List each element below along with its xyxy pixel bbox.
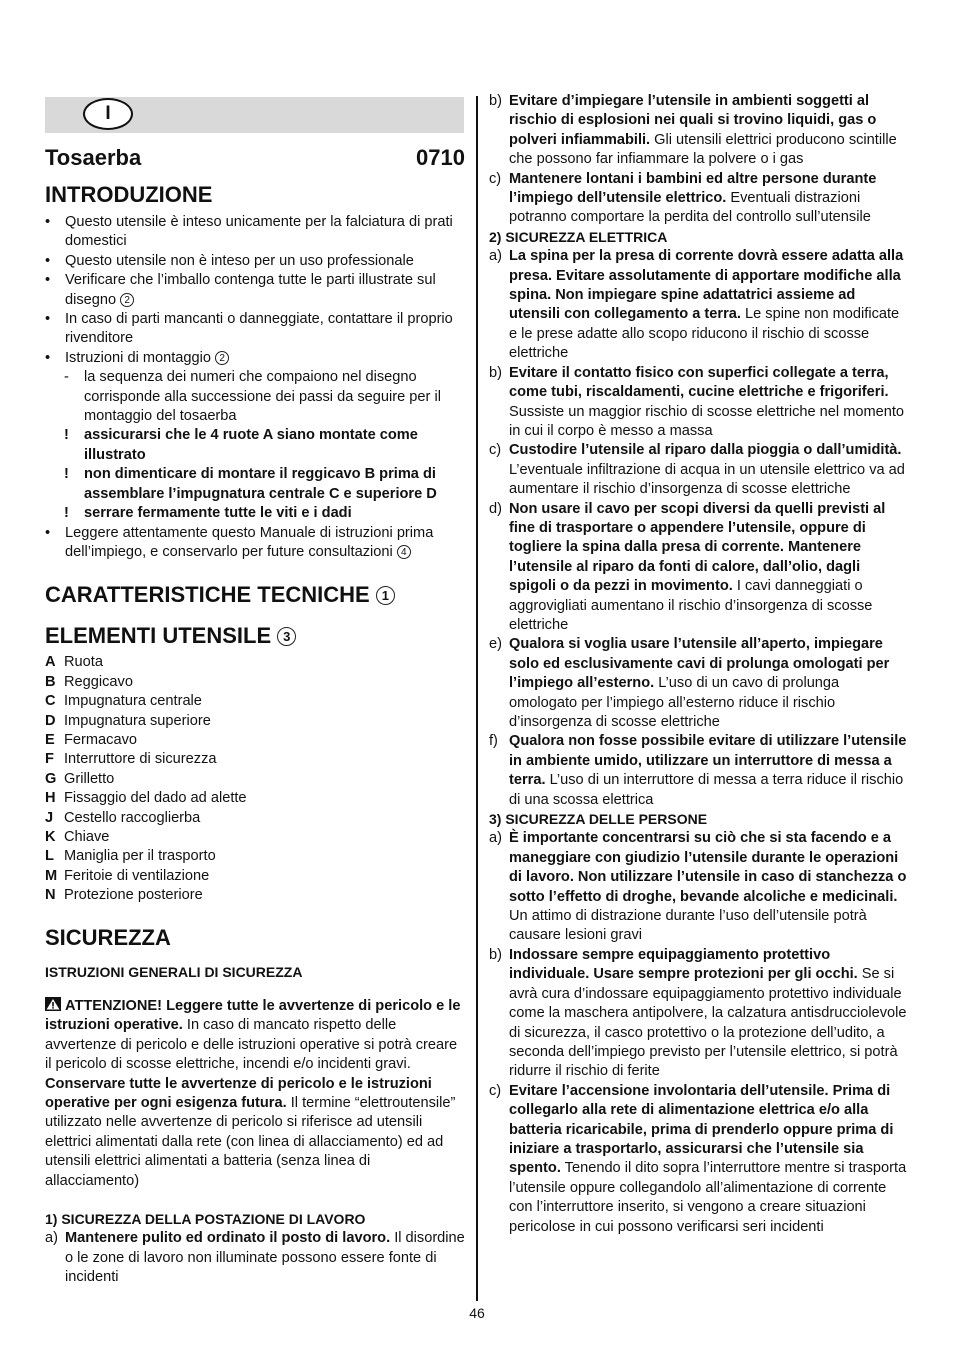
sub-list-item: - la sequenza dei numeri che compaiono nel disegno corrisponde alla successione dei passi da seguire per il montaggio del tosaerba xyxy=(64,369,441,425)
intro-list xyxy=(45,213,465,562)
part-key: C xyxy=(45,693,56,710)
part-key: B xyxy=(45,673,56,690)
part-label: Ruota xyxy=(64,654,103,671)
part-item xyxy=(45,750,465,769)
safety-item: b) Evitare d’impiegare l’utensile in ambienti soggetti al rischio di esplosioni nei quali si trovino liquidi, gas o polveri infiammabili. Gli utensili elettrici producono scintille che possono far infiammare la polvere o i gas xyxy=(489,93,897,168)
safety-item: c) Mantenere lontani i bambini ed altre persone durante l’impiego dell’utensile elettrico. Eventuali distrazioni potranno comportare la perdita del controllo sull’utensile xyxy=(489,170,877,226)
part-key: K xyxy=(45,828,56,845)
section-1-title: 1) SICUREZZA DELLA POSTAZIONE DI LAVORO xyxy=(45,1211,366,1228)
part-label: Reggicavo xyxy=(64,673,133,690)
page-title-row xyxy=(45,144,465,172)
part-item xyxy=(45,673,465,692)
part-key: G xyxy=(45,770,57,787)
right-column xyxy=(489,92,909,1237)
part-key: N xyxy=(45,887,56,904)
language-badge: I xyxy=(83,98,133,130)
warning-item: ! assicurarsi che le 4 ruote A siano montate come illustrato xyxy=(64,427,418,463)
left-column xyxy=(45,144,465,1288)
part-key: E xyxy=(45,731,55,748)
list-item: • Istruzioni di montaggio 2 xyxy=(45,349,465,368)
part-item xyxy=(45,789,465,808)
part-item xyxy=(45,847,465,866)
part-item xyxy=(45,867,465,886)
page-number: 46 xyxy=(469,1305,485,1321)
part-item xyxy=(45,731,465,750)
warning-item: ! serrare fermamente tutte le viti e i dadi xyxy=(64,505,352,522)
safety-item: b) Indossare sempre equipaggiamento protettivo individuale. Usare sempre protezioni per gli occhi. Se si avrà cura d’indossare equipaggiamento protettivo individuale come la maschera antipolvere, la calzatura antisdrucciolevole di sicurezza, il casco protettivo o la protezione dell’udito, a seconda dell’impiego previsto per l’utensile elettrico, si potrà ridurre il rischio di ferite xyxy=(489,946,907,1080)
part-key: F xyxy=(45,751,54,768)
section-3-title: 3) SICUREZZA DELLE PERSONE xyxy=(489,811,708,828)
safety-item: f) Qualora non fosse possibile evitare di utilizzare l’utensile in ambiente umido, utilizzare un interruttore di messa a terra. L’uso di un interruttore di messa a terra riduce il rischio di una scossa elettrica xyxy=(489,733,907,808)
model-number: 0710 xyxy=(416,145,465,170)
part-label: Impugnatura superiore xyxy=(64,712,211,729)
page-title: Tosaerba xyxy=(45,145,142,170)
part-item xyxy=(45,653,465,672)
list-item: • Verificare che l’imballo contenga tutte le parti illustrate sul disegno 2 xyxy=(45,271,465,310)
warning-triangle-icon xyxy=(45,997,61,1011)
part-key: A xyxy=(45,654,56,671)
part-item xyxy=(45,770,465,789)
language-bar xyxy=(45,97,464,133)
list-item: • Leggere attentamente questo Manuale di istruzioni prima dell’impiego, e conservarlo per future consultazioni 4 xyxy=(45,524,465,563)
safety-item: e) Qualora si voglia usare l’utensile all’aperto, impiegare solo ed esclusivamente cavi di prolunga omologati per l’impiego all’esterno. L’uso di un cavo di prolunga omologato per l’impiego all’esterno riduce il rischio d’insorgenza di scosse elettriche xyxy=(489,636,890,730)
safety-item: c) Evitare l’accensione involontaria dell’utensile. Prima di collegarlo alla rete di alimentazione elettrica e/o alla batteria ricaricabile, prima di prenderlo oppure prima di iniziare a trasportarlo, assicurarsi che l’utensile sia spento. Tenendo il dito sopra l’interruttore mentre si trasporta l’utensile oppure collegandolo all’alimentazione di corrente con l’interruttore inserito, si vengono a creare situazioni pericolose in cui possono verificarsi seri incidenti xyxy=(489,1082,907,1235)
safety-item: a) La spina per la presa di corrente dovrà essere adatta alla presa. Evitare assolutamente di apportare modifiche alla spina. Non impiegare spine adattatrici assieme ad utensili con collegamento a terra. Le spine non modificate e le prese adatte allo scopo riducono il rischio di scosse elettriche xyxy=(489,248,904,362)
safety-item: a) È importante concentrarsi su ciò che si sta facendo e a maneggiare con giudizio l’utensile durante le operazioni di lavoro. Non utilizzare l’utensile in caso di stanchezza o sotto l’effetto di droghe, bevande alcoliche e medicinali. Un attimo di distrazione durante l’uso dell’utensile potrà causare lesioni gravi xyxy=(489,830,907,944)
safety-item: b) Evitare il contatto fisico con superfici collegate a terra, come tubi, riscaldamenti, cucine elettriche e frigoriferi. Sussiste un maggior rischio di scosse elettriche nel momento in cui il corpo è messo a massa xyxy=(489,364,905,439)
part-label: Maniglia per il trasporto xyxy=(64,848,216,865)
intro-heading: INTRODUZIONE xyxy=(45,182,213,207)
figure-ref-icon: 3 xyxy=(277,627,296,646)
safety-item: c) Custodire l’utensile al riparo dalla pioggia o dall’umidità. L’eventuale infiltrazione di acqua in un utensile elettrico va ad aumentare il rischio d’insorgenza di scosse elettriche xyxy=(489,442,905,498)
part-item xyxy=(45,712,465,731)
part-item xyxy=(45,886,465,905)
part-label: Fermacavo xyxy=(64,731,137,748)
part-label: Feritoie di ventilazione xyxy=(64,867,210,884)
figure-ref-icon: 4 xyxy=(397,545,411,559)
safety-heading: SICUREZZA xyxy=(45,924,171,950)
list-item: • Questo utensile non è inteso per un uso professionale xyxy=(45,252,465,271)
part-item xyxy=(45,692,465,711)
tech-heading: CARATTERISTICHE TECNICHE 1 xyxy=(45,581,465,609)
safety-item: d) Non usare il cavo per scopi diversi da quelli previsti al fine di trasportare o appendere l’utensile, oppure di togliere la spina dalla presa di corrente. Mantenere l’utensile al riparo da fonti di calore, dall’olio, dagli spigoli o da pezzi in movimento. I cavi danneggiati o aggrovigliati aumentano il rischio d’insorgenza di scosse elettriche xyxy=(489,500,886,633)
figure-ref-icon: 1 xyxy=(376,586,395,605)
part-label: Cestello raccoglierba xyxy=(64,809,201,826)
warning-paragraph: ATTENZIONE! Leggere tutte le avvertenze di pericolo e le istruzioni operative. In caso di mancato rispetto delle avvertenze di pericolo e delle istruzioni operative si potrà creare il pericolo di scosse elettriche, incendi e/o incidenti gravi. Conservare tutte le avvertenze di pericolo e le istruzioni operative per ogni esigenza futura. Il termine “elettroutensile” utilizzato nelle avvertenze di pericolo si riferisce ad utensili elettrici alimentati dalla rete (con linea di allacciamento) ed ad utensili elettrici alimentati a batteria (senza linea di allacciamento) xyxy=(45,998,461,1189)
parts-list xyxy=(45,653,465,905)
part-key: L xyxy=(45,848,54,865)
part-label: Grilletto xyxy=(64,770,115,787)
general-safety-title: ISTRUZIONI GENERALI DI SICUREZZA xyxy=(45,963,303,980)
part-label: Fissaggio del dado ad alette xyxy=(64,790,247,807)
list-item: • Questo utensile è inteso unicamente per la falciatura di prati domestici xyxy=(45,213,465,252)
part-key: M xyxy=(45,867,58,884)
part-key: J xyxy=(45,809,54,826)
part-label: Protezione posteriore xyxy=(64,887,203,904)
part-item xyxy=(45,809,465,828)
part-key: H xyxy=(45,790,56,807)
warning-item: ! non dimenticare di montare il reggicavo B prima di assemblare l’impugnatura centrale C e superiore D xyxy=(64,466,437,502)
part-label: Interruttore di sicurezza xyxy=(64,751,217,768)
list-item: • In caso di parti mancanti o danneggiate, contattare il proprio rivenditore xyxy=(45,310,465,349)
part-key: D xyxy=(45,712,56,729)
figure-ref-icon: 2 xyxy=(215,351,229,365)
column-divider xyxy=(476,96,478,1301)
figure-ref-icon: 2 xyxy=(120,293,134,307)
section-2-title: 2) SICUREZZA ELETTRICA xyxy=(489,228,668,245)
part-label: Impugnatura centrale xyxy=(64,693,202,710)
elements-heading: ELEMENTI UTENSILE 3 xyxy=(45,622,465,650)
safety-item: a) Mantenere pulito ed ordinato il posto di lavoro. Il disordine o le zone di lavoro non illuminate possono essere fonte di incidenti xyxy=(45,1230,465,1286)
part-label: Chiave xyxy=(64,828,110,845)
part-item xyxy=(45,828,465,847)
